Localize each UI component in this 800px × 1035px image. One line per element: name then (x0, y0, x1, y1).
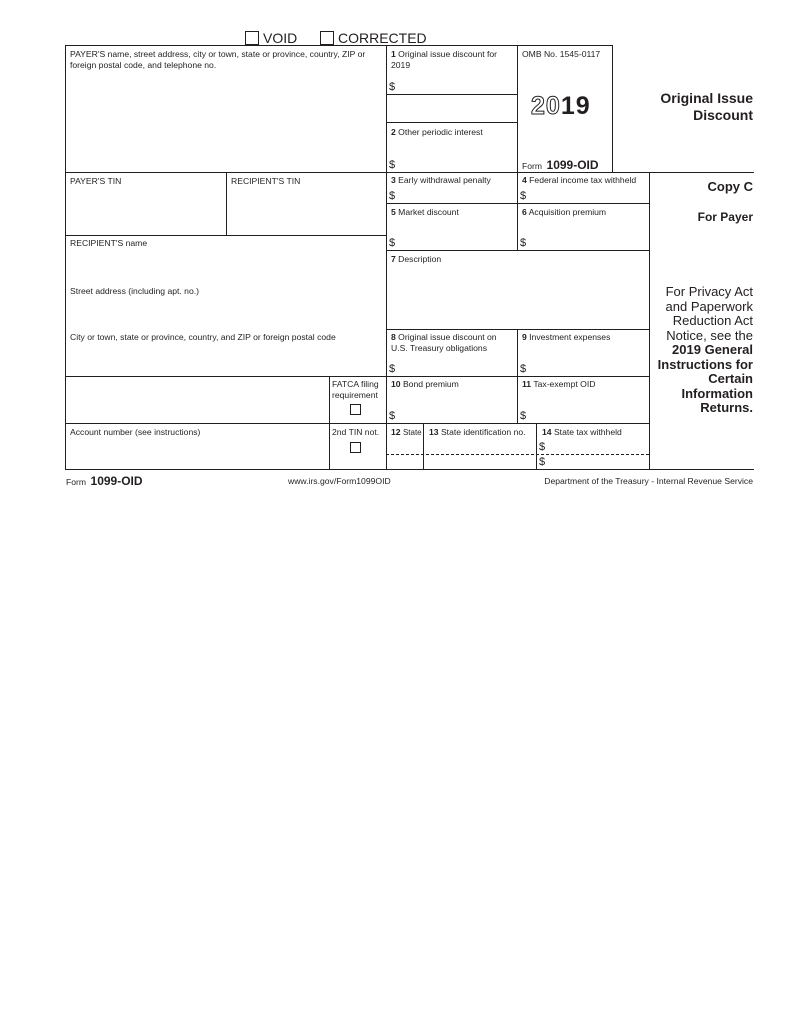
box-13-input-2[interactable] (426, 456, 534, 468)
box-6-dollar: $ (520, 237, 527, 249)
city-field[interactable] (68, 345, 383, 374)
notice-line-8: Information (681, 385, 753, 401)
footer-form-word: Form (66, 477, 87, 487)
form-bottom-border (65, 469, 754, 470)
box-9-input[interactable] (529, 362, 645, 375)
notice-line-4: Notice, see the (666, 327, 753, 343)
box-8-number: 8 (391, 332, 396, 342)
recipient-tin-label: RECIPIENT'S TIN (231, 176, 301, 186)
box-1-label (391, 49, 513, 70)
form-title-line-1: Original Issue (660, 90, 753, 106)
box-3-input[interactable] (398, 189, 514, 202)
notice-line-6: Instructions for (657, 356, 753, 372)
payer-name-label: PAYER'S name, street address, city or town, state or province, country, ZIP or foreign postal code, and telephone no. (70, 49, 366, 70)
box-1-number: 1 (391, 49, 396, 59)
notice-line-2: and Paperwork (665, 298, 753, 314)
for-payer-label: For Payer (697, 210, 753, 224)
box-3-dollar: $ (389, 190, 396, 202)
box-7-text: Description (398, 254, 442, 264)
box-3-text: Early withdrawal penalty (398, 175, 491, 185)
notice-line-7: Certain (708, 371, 753, 386)
corrected-checkbox[interactable] (320, 31, 334, 45)
box-4-text: Federal income tax withheld (529, 175, 637, 185)
box-3-number: 3 (391, 175, 396, 185)
box-2-input[interactable] (398, 158, 514, 171)
box-6-number: 6 (522, 207, 527, 217)
divider-226 (226, 172, 227, 235)
box-12-input-2[interactable] (388, 456, 421, 468)
box-2-text: Other periodic interest (398, 127, 483, 137)
divider-517-b (517, 172, 518, 250)
box-11-number: 11 (522, 379, 532, 389)
box-4-dollar: $ (520, 190, 527, 202)
tax-year-outline: 20 (531, 92, 561, 120)
notice-line-3: Reduction Act (672, 313, 753, 328)
box-13-label (429, 427, 526, 438)
recipient-name-field[interactable] (68, 250, 383, 280)
divider-386 (386, 45, 387, 469)
void-label: VOID (263, 30, 298, 46)
h-line-122 (386, 122, 517, 123)
box-11-dollar: $ (520, 410, 527, 422)
box-7-label (391, 254, 441, 265)
box-10-label (391, 379, 459, 390)
box-12-text: State (402, 428, 422, 437)
box-10-input[interactable] (398, 409, 514, 422)
h-line-235 (65, 235, 386, 236)
box-14-number: 14 (542, 427, 552, 437)
h-line-376 (65, 376, 649, 377)
divider-536 (536, 423, 537, 469)
box-14-label (542, 427, 622, 438)
box-9-dollar: $ (520, 363, 527, 375)
footer-form-id: 1099-OID (90, 474, 143, 488)
box-4-number: 4 (522, 175, 527, 185)
void-checkbox[interactable] (245, 31, 259, 45)
omb-form-word: Form (522, 161, 543, 171)
form-title-line-2: Discount (693, 107, 753, 123)
h-line-250 (386, 250, 649, 251)
box-5-text: Market discount (398, 207, 459, 217)
footer-url: www.irs.gov/Form1099OID (288, 476, 391, 486)
box-1-dollar: $ (389, 81, 396, 93)
h-line-203 (386, 203, 649, 204)
copy-label: Copy C (707, 179, 753, 194)
state-dash-line (386, 454, 649, 455)
footer-department: Department of the Treasury - Internal Revenue Service (544, 476, 753, 486)
box-10-dollar: $ (389, 410, 396, 422)
left-border (65, 45, 66, 469)
omb-form-name (522, 156, 599, 174)
box-12-number: 12 (391, 427, 401, 437)
h-line-94 (386, 94, 517, 95)
box-2-dollar: $ (389, 159, 396, 171)
box-5-input[interactable] (398, 236, 514, 249)
footer-form-name (66, 472, 143, 490)
h-line-172 (65, 172, 754, 173)
box-5-label (391, 207, 459, 218)
tax-year (531, 92, 591, 120)
box-14-text: State tax withheld (553, 427, 622, 437)
box-14-input-1[interactable] (548, 440, 646, 453)
box-4-input[interactable] (529, 189, 645, 202)
notice-line-5: 2019 General (672, 342, 753, 357)
box-14-dollar-2: $ (539, 456, 546, 468)
box-3-label (391, 175, 491, 186)
box-4-label (522, 175, 636, 186)
payer-tin-field[interactable] (68, 188, 223, 233)
notice-line-9: Returns. (700, 400, 753, 415)
privacy-notice (658, 285, 753, 416)
second-tin-checkbox[interactable] (350, 442, 361, 453)
box-5-number: 5 (391, 207, 396, 217)
recipient-name-label: RECIPIENT'S name (70, 238, 148, 248)
payer-name-field[interactable] (68, 72, 383, 170)
box-13-input-1[interactable] (426, 440, 534, 453)
box-9-number: 9 (522, 332, 527, 342)
box-11-label (522, 379, 595, 390)
divider-517 (517, 45, 518, 172)
box-11-input[interactable] (529, 409, 645, 422)
box-14-input-2[interactable] (548, 456, 646, 468)
box-6-label (522, 207, 606, 218)
divider-649 (649, 172, 650, 469)
box-2-label (391, 127, 483, 138)
box-10-text: Bond premium (402, 379, 459, 389)
payer-tin-label: PAYER'S TIN (70, 176, 122, 186)
box-5-dollar: $ (389, 237, 396, 249)
tax-year-solid: 19 (560, 92, 591, 120)
account-number-field[interactable] (68, 439, 326, 467)
box-1-text: Original issue discount for 2019 (391, 49, 498, 70)
box-6-input[interactable] (529, 236, 645, 249)
box-8-text: Original issue discount on U.S. Treasury obligations (391, 332, 497, 353)
box-8-input[interactable] (398, 362, 514, 375)
box-7-input[interactable] (389, 267, 646, 327)
h-line-329 (386, 329, 649, 330)
recipient-tin-field[interactable] (229, 188, 383, 233)
h-line-423 (65, 423, 649, 424)
form-top-border (65, 45, 612, 46)
box-8-label (391, 332, 515, 353)
box-7-number: 7 (391, 254, 396, 264)
box-6-text: Acquisition premium (528, 207, 607, 217)
box-14-dollar-1: $ (539, 441, 546, 453)
box-2-number: 2 (391, 127, 396, 137)
corrected-label: CORRECTED (338, 30, 427, 46)
box-12-label (391, 427, 422, 439)
box-9-text: Investment expenses (529, 332, 611, 342)
notice-line-1: For Privacy Act (665, 284, 753, 299)
box-8-dollar: $ (389, 363, 396, 375)
omb-form-id: 1099-OID (546, 158, 599, 172)
box-1-input[interactable] (398, 80, 514, 93)
city-label: City or town, state or province, country, and ZIP or foreign postal code (70, 332, 336, 342)
fatca-checkbox[interactable] (350, 404, 361, 415)
street-address-label: Street address (including apt. no.) (70, 286, 199, 296)
divider-423 (423, 423, 424, 469)
box-10-number: 10 (391, 379, 401, 389)
account-number-label: Account number (see instructions) (70, 427, 201, 437)
divider-612 (612, 45, 613, 172)
box-9-label (522, 332, 610, 343)
street-address-field[interactable] (68, 298, 383, 328)
box-13-number: 13 (429, 427, 439, 437)
box-11-text: Tax-exempt OID (533, 379, 596, 389)
box-13-text: State identification no. (440, 427, 526, 437)
second-tin-label: 2nd TIN not. (332, 427, 380, 437)
omb-number: OMB No. 1545-0117 (522, 49, 601, 59)
fatca-label: FATCA filing requirement (332, 379, 379, 400)
box-12-input-1[interactable] (388, 440, 421, 453)
